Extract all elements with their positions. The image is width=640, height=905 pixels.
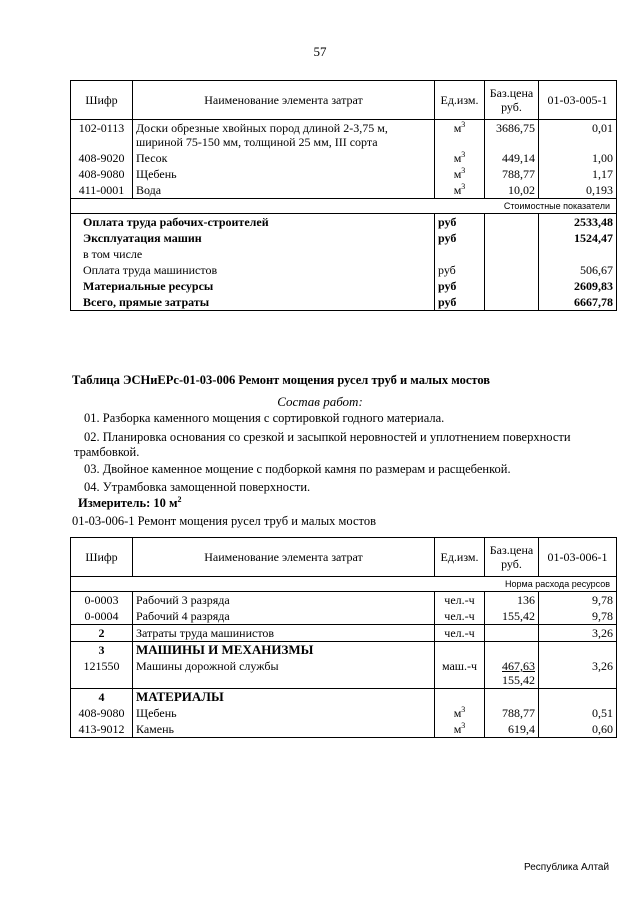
row-rate: 9,78 <box>539 608 617 625</box>
row-unit: $м^3$ <box>435 721 485 738</box>
row-code: 0-0003 <box>71 592 133 609</box>
table-row <box>71 592 617 609</box>
row-rate <box>539 689 617 706</box>
resource-table-01-03-005-1 <box>70 80 617 311</box>
row-code: 0-0004 <box>71 608 133 625</box>
row-name: МАШИНЫ И МЕХАНИЗМЫ <box>133 642 435 659</box>
row-name: Затраты труда машинистов <box>133 625 435 642</box>
row-code: 408-9020 <box>71 150 133 166</box>
page-number: 57 <box>313 44 327 59</box>
cost-empty <box>485 246 539 262</box>
header-price: Баз.цена руб. <box>485 81 539 120</box>
row-unit: $м^3$ <box>435 150 485 166</box>
row-price: 3686,75 <box>485 120 539 151</box>
band-label: Стоимостные показатели <box>71 199 617 214</box>
section-row <box>71 689 617 706</box>
row-name: Машины дорожной службы <box>133 658 435 689</box>
row-unit: чел.-ч <box>435 592 485 609</box>
row-rate: 0,51 <box>539 705 617 721</box>
cost-row <box>71 214 617 231</box>
row-name: МАТЕРИАЛЫ <box>133 689 435 706</box>
table-row <box>71 150 617 166</box>
cost-empty <box>485 278 539 294</box>
cost-name: Материальные ресурсы <box>71 278 435 294</box>
cost-unit: руб <box>435 230 485 246</box>
table-header-row <box>71 81 617 120</box>
work-item: 04. Утрамбовка замощенной поверхности. <box>84 480 311 494</box>
header-price: Баз.цена руб. <box>485 538 539 577</box>
row-name: Вода <box>133 182 435 199</box>
row-unit: $м^3$ <box>435 120 485 151</box>
row-unit: $м^3$ <box>435 705 485 721</box>
row-code: 121550 <box>71 658 133 689</box>
table-row <box>71 120 617 151</box>
row-unit: $м^3$ <box>435 166 485 182</box>
work-item: трамбовкой. <box>74 445 140 459</box>
row-price: 788,77 <box>485 166 539 182</box>
row-code: 3 <box>71 642 133 659</box>
header-unit: Ед.изм. <box>435 538 485 577</box>
row-name: Рабочий 4 разряда <box>133 608 435 625</box>
row-unit <box>435 689 485 706</box>
cost-unit: руб <box>435 262 485 278</box>
table-row <box>71 705 617 721</box>
table-row <box>71 658 617 689</box>
region-footer: Республика Алтай <box>524 862 610 873</box>
row-name: Доски обрезные хвойных пород длиной 2-3,75 м, шириной 75-150 мм, толщиной 25 мм, III сорта <box>133 120 435 151</box>
row-price: 136 <box>485 592 539 609</box>
row-price: 788,77 <box>485 705 539 721</box>
row-name: Песок <box>133 150 435 166</box>
header-rate-code: 01-03-005-1 <box>539 81 617 120</box>
row-code: 2 <box>71 625 133 642</box>
cost-unit: руб <box>435 294 485 311</box>
cost-row <box>71 262 617 278</box>
cost-empty <box>485 214 539 231</box>
cost-value: 506,67 <box>539 262 617 278</box>
cost-value: 1524,47 <box>539 230 617 246</box>
row-price: 10,02 <box>485 182 539 199</box>
cost-row <box>71 246 617 262</box>
row-rate: 3,26 <box>539 658 617 689</box>
cost-row <box>71 278 617 294</box>
table-header-row <box>71 538 617 577</box>
header-name: Наименование элемента затрат <box>133 81 435 120</box>
row-name: Камень <box>133 721 435 738</box>
row-price <box>485 625 539 642</box>
table-title: Таблица ЭСНиЕРс-01-03-006 Ремонт мощения русел труб и малых мостов <box>72 373 491 387</box>
table-row <box>71 625 617 642</box>
header-code: Шифр <box>71 538 133 577</box>
cost-value: 2533,48 <box>539 214 617 231</box>
header-rate-code: 01-03-006-1 <box>539 538 617 577</box>
row-code: 411-0001 <box>71 182 133 199</box>
row-unit: маш.-ч <box>435 658 485 689</box>
cost-unit: руб <box>435 214 485 231</box>
section-row <box>71 642 617 659</box>
work-item: 03. Двойное каменное мощение с подборкой камня по размерам и расщебенкой. <box>84 462 511 476</box>
cost-row <box>71 294 617 311</box>
cost-unit: руб <box>435 278 485 294</box>
cost-row <box>71 230 617 246</box>
resource-table-01-03-006-1 <box>70 537 617 738</box>
cost-value <box>539 246 617 262</box>
row-price <box>485 689 539 706</box>
row-rate: 0,01 <box>539 120 617 151</box>
row-rate: 9,78 <box>539 592 617 609</box>
row-unit: чел.-ч <box>435 608 485 625</box>
header-code: Шифр <box>71 81 133 120</box>
row-code: 408-9080 <box>71 705 133 721</box>
table-row <box>71 608 617 625</box>
band-row <box>71 199 617 214</box>
row-price <box>485 642 539 659</box>
row-code: 408-9080 <box>71 166 133 182</box>
header-name: Наименование элемента затрат <box>133 538 435 577</box>
row-price: 155,42 <box>485 608 539 625</box>
row-unit <box>435 642 485 659</box>
cost-value: 6667,78 <box>539 294 617 311</box>
cost-name: Оплата труда рабочих-строителей <box>71 214 435 231</box>
row-rate: 0,60 <box>539 721 617 738</box>
row-rate: 0,193 <box>539 182 617 199</box>
band-label: Норма расхода ресурсов <box>71 577 617 592</box>
row-name: Рабочий 3 разряда <box>133 592 435 609</box>
band-row <box>71 577 617 592</box>
cost-value: 2609,83 <box>539 278 617 294</box>
row-unit: чел.-ч <box>435 625 485 642</box>
row-name: Щебень <box>133 705 435 721</box>
rate-code-line: 01-03-006-1 Ремонт мощения русел труб и малых мостов <box>72 514 376 528</box>
row-rate: 1,17 <box>539 166 617 182</box>
row-rate: 3,26 <box>539 625 617 642</box>
row-code: 413-9012 <box>71 721 133 738</box>
row-code: 4 <box>71 689 133 706</box>
row-price: 449,14 <box>485 150 539 166</box>
work-item: 02. Планировка основания со срезкой и засыпкой неровностей и уплотнением поверхности <box>84 430 571 444</box>
cost-unit <box>435 246 485 262</box>
cost-name: Всего, прямые затраты <box>71 294 435 311</box>
header-unit: Ед.изм. <box>435 81 485 120</box>
row-unit: $м^3$ <box>435 182 485 199</box>
cost-name: в том числе <box>71 246 435 262</box>
cost-name: Оплата труда машинистов <box>71 262 435 278</box>
table-row <box>71 166 617 182</box>
measurer: Измеритель: 10 $м^2$ <box>78 494 182 510</box>
row-rate <box>539 642 617 659</box>
cost-empty <box>485 262 539 278</box>
price-line: 467,63 <box>502 659 535 673</box>
row-price: 619,4 <box>485 721 539 738</box>
composition-heading: Состав работ: <box>277 394 363 409</box>
cost-empty <box>485 230 539 246</box>
work-item: 01. Разборка каменного мощения с сортировкой годного материала. <box>84 411 445 425</box>
table-row <box>71 721 617 738</box>
row-name: Щебень <box>133 166 435 182</box>
row-code: 102-0113 <box>71 120 133 151</box>
row-rate: 1,00 <box>539 150 617 166</box>
price-line: 155,42 <box>502 673 535 687</box>
cost-empty <box>485 294 539 311</box>
table-row <box>71 182 617 199</box>
cost-name: Эксплуатация машин <box>71 230 435 246</box>
row-price <box>485 658 539 689</box>
